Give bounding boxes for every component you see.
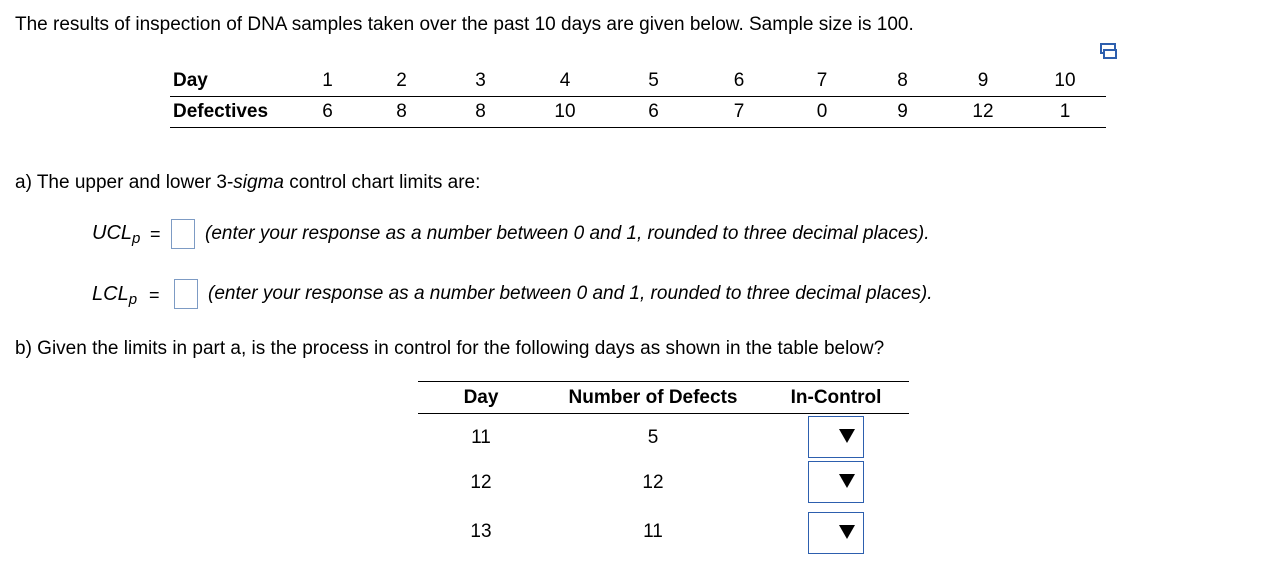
defectives-cell: 0 xyxy=(781,97,863,128)
day-cell: 3 xyxy=(441,66,520,97)
row-day: 12 xyxy=(470,472,492,493)
ucl-main: UCL xyxy=(92,222,133,244)
table-header-rule xyxy=(418,413,909,414)
row-day: 13 xyxy=(470,521,492,542)
ucl-equals: = xyxy=(150,224,161,244)
lcl-main: LCL xyxy=(92,283,129,305)
day-cell: 7 xyxy=(781,66,863,97)
dropdown-arrow-icon xyxy=(839,429,855,443)
header-number-of-defects: Number of Defects xyxy=(568,387,738,408)
defectives-cell: 6 xyxy=(610,97,697,128)
lcl-input[interactable] xyxy=(174,279,198,309)
day-cell: 8 xyxy=(863,66,942,97)
ucl-label xyxy=(92,222,140,245)
day-cell: 4 xyxy=(520,66,610,97)
lcl-hint: (enter your response as a number between 0 and 1, rounded to three decimal places). xyxy=(208,283,933,304)
header-in-control: In-Control xyxy=(790,387,882,408)
header-day: Day xyxy=(463,387,499,408)
in-control-dropdown[interactable] xyxy=(808,461,864,503)
lcl-label xyxy=(92,283,137,306)
lcl-subscript: p xyxy=(128,291,138,308)
defectives-cell: 9 xyxy=(863,97,942,128)
day-cell: 10 xyxy=(1024,66,1106,97)
defectives-cell: 6 xyxy=(293,97,362,128)
lcl-equals: = xyxy=(149,285,160,305)
copy-data-icon[interactable] xyxy=(1100,43,1118,59)
defectives-cell: 12 xyxy=(942,97,1024,128)
part-a-suffix: control chart limits are: xyxy=(283,172,481,193)
ucl-subscript: p xyxy=(132,230,141,247)
day-cell: 2 xyxy=(362,66,441,97)
in-control-dropdown[interactable] xyxy=(808,416,864,458)
defectives-row-label: Defectives xyxy=(170,97,293,128)
sigma-word: sigma xyxy=(233,172,284,193)
day-row xyxy=(170,66,1106,97)
day-cell: 1 xyxy=(293,66,362,97)
row-defects: 5 xyxy=(647,427,659,448)
ucl-hint: (enter your response as a number between 0 and 1, rounded to three decimal places). xyxy=(205,223,930,244)
in-control-table xyxy=(418,381,909,551)
intro-text: The results of inspection of DNA samples taken over the past 10 days are given below. Sample size is 100. xyxy=(15,14,914,35)
dropdown-arrow-icon xyxy=(839,525,855,539)
day-row-label: Day xyxy=(170,66,293,97)
in-control-dropdown[interactable] xyxy=(808,512,864,554)
defectives-cell: 8 xyxy=(362,97,441,128)
table-top-rule xyxy=(418,381,909,382)
defectives-row xyxy=(170,97,1106,128)
defectives-cell: 7 xyxy=(697,97,781,128)
part-a-question xyxy=(15,172,480,194)
defectives-cell: 10 xyxy=(520,97,610,128)
ucl-input[interactable] xyxy=(171,219,195,249)
day-cell: 6 xyxy=(697,66,781,97)
row-defects: 12 xyxy=(642,472,664,493)
row-defects: 11 xyxy=(643,521,663,542)
defectives-table xyxy=(170,66,1106,128)
day-cell: 5 xyxy=(610,66,697,97)
dropdown-arrow-icon xyxy=(839,474,855,488)
part-b-question: b) Given the limits in part a, is the process in control for the following days as shown in the table below? xyxy=(15,338,885,359)
part-a-prefix: a) The upper and lower 3- xyxy=(15,172,234,193)
defectives-cell: 8 xyxy=(441,97,520,128)
day-cell: 9 xyxy=(942,66,1024,97)
defectives-cell: 1 xyxy=(1024,97,1106,128)
row-day: 11 xyxy=(471,427,491,448)
